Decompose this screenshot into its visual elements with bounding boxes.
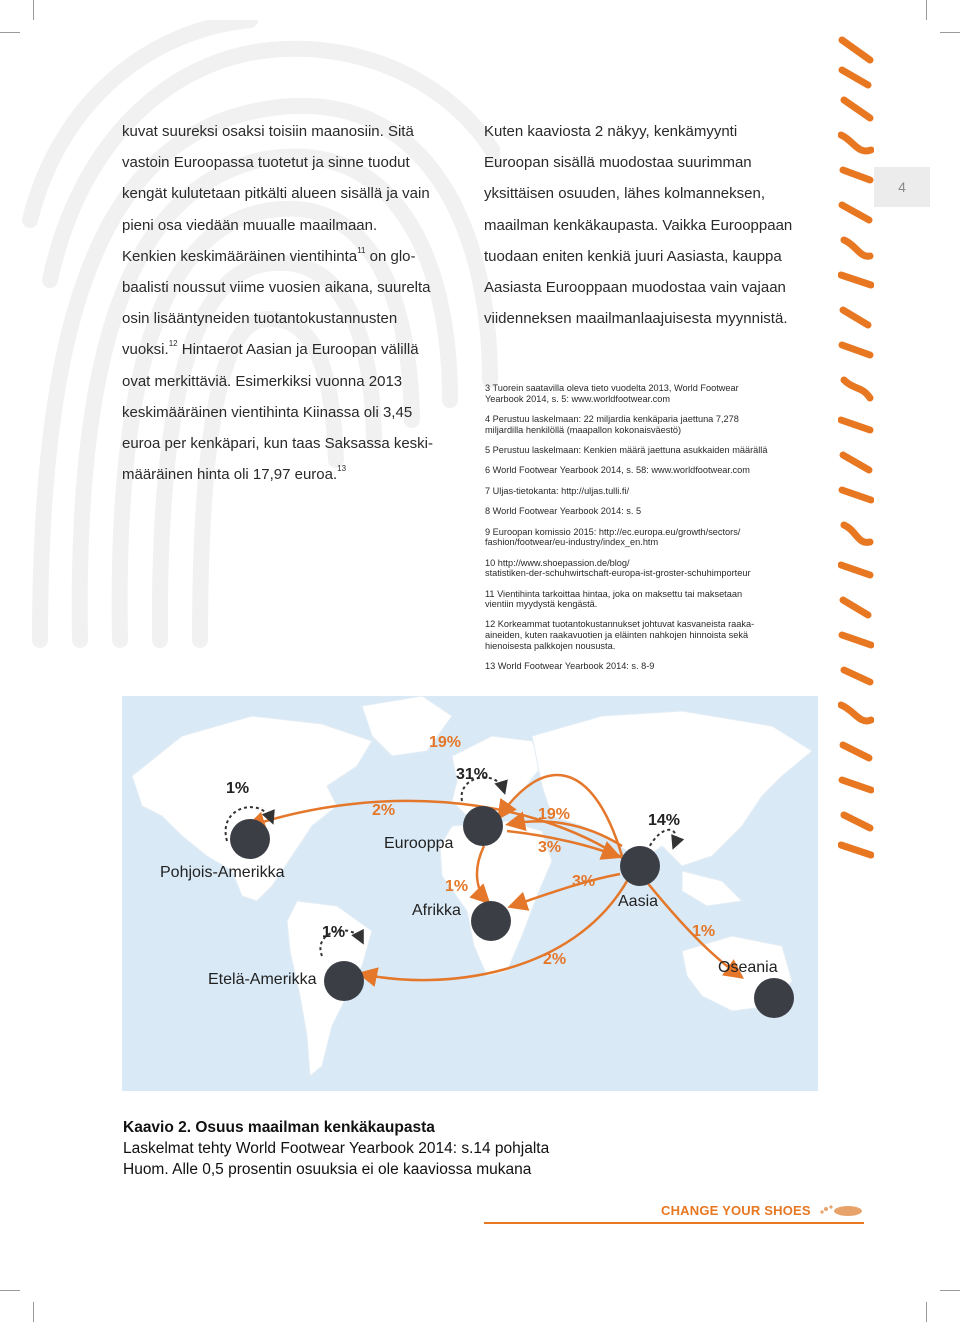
- crop-mark: [926, 1302, 927, 1322]
- region-label-oceania: Oseania: [718, 959, 778, 976]
- body-line: Kenkien keskimääräinen vientihinta$^{11}$ on glo-: [122, 245, 416, 265]
- node-europe: [463, 806, 503, 846]
- label-europe-internal: 31%: [456, 766, 489, 783]
- figure-caption: [123, 1117, 549, 1180]
- footnote: 7 Uljas-tietokanta: http://uljas.tulli.fi/: [485, 485, 630, 496]
- footnote: 12 Korkeammat tuotantokustannukset johtuvat kasvaneista raaka- aineiden, kuten raakavuotien ja eläinten nahkojen hinnoista sekä hienoisesta palkkojen noususta.: [485, 619, 755, 651]
- label-asia-internal: 14%: [648, 812, 681, 829]
- southeast-asia-shape: [682, 871, 742, 906]
- crop-mark: [33, 0, 34, 20]
- body-line: viidenneksen maailmanlaajuisesta myynnistä.: [484, 310, 788, 328]
- footnote-ref: 12: [168, 339, 178, 349]
- footnote: 13 World Footwear Yearbook 2014: s. 8-9: [485, 661, 655, 672]
- continents: [132, 696, 812, 1076]
- label-europe-africa: 1%: [445, 878, 469, 895]
- region-label-south-america: Etelä-Amerikka: [208, 971, 317, 988]
- footnote: 9 Euroopan komissio 2015: http://ec.europa.eu/growth/sectors/ fashion/footwear/eu-industry/index_en.htm: [485, 526, 741, 548]
- caption-note: Huom. Alle 0,5 prosentin osuuksia ei ole kaaviossa mukana: [123, 1161, 532, 1178]
- region-label-asia: Aasia: [618, 893, 659, 910]
- label-europe-asia: 3%: [538, 839, 562, 856]
- body-line: Euroopan sisällä muodostaa suurimman: [484, 154, 752, 172]
- footnote: 10 http://www.shoepassion.de/blog/ statistiken-der-schuhwirtschaft-europa-ist-groster-schuhimporteur: [485, 557, 751, 579]
- node-north-america: [230, 819, 270, 859]
- footnotes: [485, 383, 815, 681]
- brand-footer: CHANGE YOUR SHOES: [661, 1203, 811, 1218]
- node-oceania: [754, 978, 794, 1018]
- body-line: osin lisääntyneiden tuotantokustannusten: [122, 310, 398, 328]
- footer-rule: [484, 1222, 864, 1224]
- label-asia-north-america: 2%: [372, 802, 396, 819]
- body-text-left: [122, 116, 433, 490]
- caption-source: Laskelmat tehty World Footwear Yearbook 2014: s.14 pohjalta: [123, 1140, 550, 1157]
- body-line: keskimääräinen vientihinta Kiinassa oli 3,45: [122, 403, 413, 421]
- body-line: maailman kenkäkaupasta. Vaikka Eurooppaan: [484, 216, 793, 234]
- body-line: yksittäisen osuuden, lähes kolmanneksen,: [484, 185, 766, 203]
- body-text-right: [484, 116, 792, 334]
- body-line: tuodaan eniten kenkiä juuri Aasiasta, kauppa: [484, 247, 782, 265]
- footnote: 6 World Footwear Yearbook 2014, s. 58: www.worldfootwear.com: [485, 465, 750, 476]
- footnote: 5 Perustuu laskelmaan: Kenkien määrä jaettuna asukkaiden määrällä: [485, 444, 768, 455]
- label-asia-africa: 3%: [572, 873, 596, 890]
- world-trade-map: [122, 696, 818, 1091]
- body-line: Aasiasta Eurooppaan muodostaa vain vajaan: [484, 279, 786, 297]
- body-line: euroa per kenkäpari, kun taas Saksassa keski-: [122, 435, 433, 453]
- label-asia-europe-top: 19%: [429, 734, 462, 751]
- body-line: pieni osa viedään muualle maailmaan.: [122, 216, 378, 234]
- body-line: määräinen hinta oli 17,97 euroa.$^{13}$: [122, 464, 347, 484]
- crop-mark: [940, 1290, 960, 1291]
- region-label-north-america: Pohjois-Amerikka: [160, 864, 285, 881]
- footnote: 11 Vientihinta tarkoittaa hintaa, joka on maksettu tai maksetaan vientiin myydystä kengästä.: [485, 588, 743, 610]
- body-line: kuvat suureksi osaksi toisiin maanosiin. Sitä: [122, 123, 414, 140]
- crop-mark: [0, 32, 20, 33]
- body-line: Kuten kaaviosta 2 näkyy, kenkämyynti: [484, 123, 738, 140]
- label-north-america-internal: 1%: [226, 780, 250, 797]
- body-line: vastoin Euroopassa tuotetut ja sinne tuodut: [122, 154, 410, 172]
- stripe-decoration: [838, 30, 874, 860]
- page-number: 4: [874, 167, 930, 207]
- label-south-america-internal: 1%: [322, 924, 346, 941]
- body-line: kengät kulutetaan pitkälti alueen sisällä ja vain: [122, 185, 430, 203]
- footnote-ref: 11: [357, 245, 366, 255]
- label-asia-europe: 19%: [538, 806, 571, 823]
- crop-mark: [926, 0, 927, 20]
- footnote: 3 Tuorein saatavilla oleva tieto vuodelta 2013, World Footwear Yearbook 2014, s. 5: www.worldfootwear.com: [485, 383, 739, 404]
- footnote-ref: 13: [337, 464, 347, 474]
- caption-title: Kaavio 2. Osuus maailman kenkäkaupasta: [123, 1119, 435, 1136]
- region-label-europe: Eurooppa: [384, 835, 454, 852]
- node-asia: [620, 846, 660, 886]
- label-asia-oceania: 1%: [692, 923, 716, 940]
- crop-mark: [940, 32, 960, 33]
- crop-mark: [0, 1290, 20, 1291]
- footprint-icon: [818, 1204, 864, 1218]
- label-asia-south-america: 2%: [543, 951, 567, 968]
- node-africa: [471, 901, 511, 941]
- crop-mark: [33, 1302, 34, 1322]
- node-south-america: [324, 961, 364, 1001]
- body-line: ovat merkittäviä. Esimerkiksi vuonna 2013: [122, 372, 403, 390]
- region-label-africa: Afrikka: [412, 902, 461, 919]
- footnote: 4 Perustuu laskelmaan: 22 miljardia kenkäparia jaettuna 7,278 miljardilla henkilöllä (maapallon kokonaisväestö): [485, 413, 739, 435]
- body-line: vuoksi.$^{12}$ Hintaerot Aasian ja Euroopan välillä: [122, 339, 419, 359]
- map-svg: [122, 696, 818, 1091]
- footnote: 8 World Footwear Yearbook 2014: s. 5: [485, 506, 642, 517]
- body-line: baalisti noussut viime vuosien aikana, suurelta: [122, 279, 431, 297]
